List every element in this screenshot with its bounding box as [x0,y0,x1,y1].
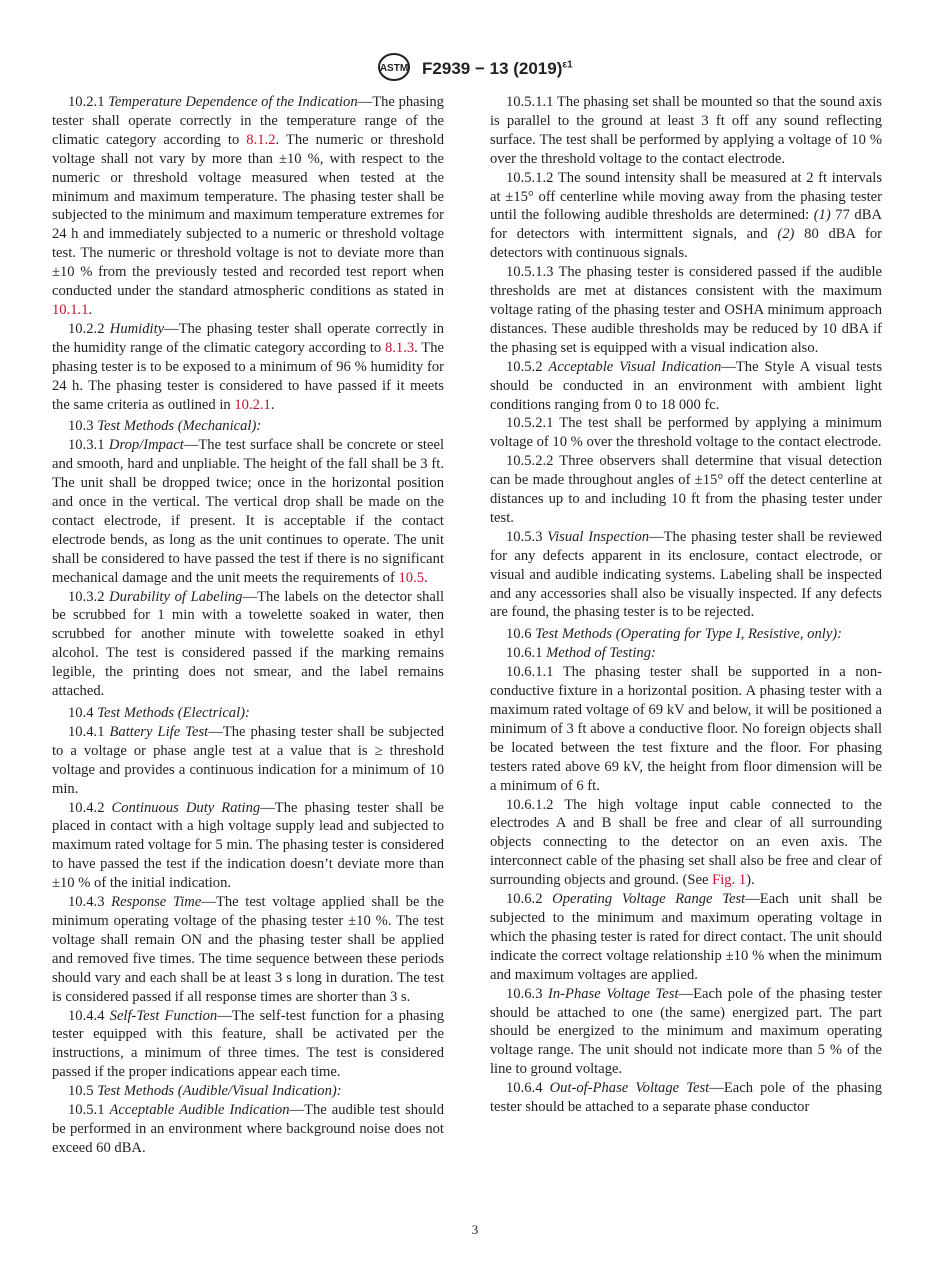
heading-10-4: 10.4 Test Methods (Electrical): [68,705,250,721]
para-10-5-1-1: 10.5.1.1 The phasing set shall be mounted so that the sound axis is parallel to the ground at least 3 ft off any sound reflecting surface. The test shall be performed by applying a voltage of 10 % over the threshold voltage to the contact electrode. [490,94,882,167]
para-10-5-1-2: 10.5.1.2 The sound intensity shall be measured at 2 ft intervals at ±15° off centerline while moving away from the phasing tester until the following audible thresholds are determined: (1) 77 dBA for detectors with intermittent signals, and (2) 80 dBA for detectors with continuous signals. [490,169,883,262]
heading-10-3: 10.3 Test Methods (Mechanical): [68,418,262,435]
para-10-2-2: 10.2.2 Humidity—The phasing tester shall operate correctly in the humidity range of the climatic category according to 8.1.3. The phasing tester is to be exposed to a minimum of 96 % humidity for 24 h. The phasing tester is considered to have passed if it meets the same criteria as outlined in 10.2.1. [52,320,444,413]
ref-link[interactable]: 8.1.3 [384,339,415,356]
page-header [0,52,950,87]
right-column [490,93,882,1117]
para-10-6-1-2: 10.6.1.2 The high voltage input cable connected to the electrodes A and B shall be free and clear of all surrounding objects connecting to the detector on an even axis. The interconnect cable of the phasing set shall also be free and clear of surrounding objects and ground. (See Fig. 1). [490,796,882,889]
heading-10-6-1: 10.6.1 Method of Testing: [506,645,656,662]
heading-10-5: 10.5 Test Methods (Audible/Visual Indication): [68,1083,342,1100]
ref-link[interactable]: 8.1.2 [246,131,276,148]
para-10-6-4: 10.6.4 Out-of-Phase Voltage Test—Each pole of the phasing tester should be attached to a separate phase conductor [490,1080,882,1116]
para-10-6-2: 10.6.2 Operating Voltage Range Test—Each unit shall be subjected to the minimum and maximum operating voltage in which the phasing tester is rated for direct contact. The unit should indicate the correct voltage relationship ±10 % when the minimum and maximum voltages are applied. [490,891,883,983]
para-10-4-3: 10.4.3 Response Time—The test voltage applied shall be the minimum operating voltage of the phasing tester ±10 %. The test voltage shall remain ON and the phasing tester shall be applied and removed five times. The time sequence between these periods should vary and each shall be at least 3 s long in duration. The test is considered passed if all response times are shorter than 3 s. [52,894,444,1005]
designation-superscript: ε1 [562,59,573,71]
designation: F2939 − 13 (2019) [422,58,563,78]
para-10-5-1: 10.5.1 Acceptable Audible Indication—The audible test should be performed in an environment where background noise does not exceed 60 dBA. [52,1102,444,1156]
heading-10-6: 10.6 Test Methods (Operating for Type I, Resistive, only): [506,626,843,643]
para-10-5-3: 10.5.3 Visual Inspection—The phasing tester shall be reviewed for any defects apparent in its enclosure, contact electrode, or visual and audible indicating systems. Labeling shall be inspected and any accessories shall also be visually inspected. If any defects are found, the phasing tester is to be rejected. [490,528,883,621]
para-10-5-2: 10.5.2 Acceptable Visual Indication—The Style A visual tests should be conducted in an environment with ambient light conditions ranging from 0 to 18 000 fc. [490,358,883,413]
ref-link[interactable]: 10.5 [398,569,425,586]
page-number: 3 [471,1222,479,1237]
ref-link[interactable]: 10.1.1 [52,301,89,318]
para-10-5-2-1: 10.5.2.1 The test shall be performed by applying a minimum voltage of 10 % over the threshold voltage to the contact electrode. [490,415,883,451]
para-10-5-2-2: 10.5.2.2 Three observers shall determine that visual detection can be made throughout angles of ±15° off the detect centerline at distances up to and including 10 ft from the phasing tester under test. [490,453,882,526]
ref-link[interactable]: Fig. 1 [712,872,747,889]
para-10-6-3: 10.6.3 In-Phase Voltage Test—Each pole of the phasing tester should be attached to one (the same) energized part. The part should be energized to the minimum and maximum operating voltage range. The unit should not indicate more than 5 % of the line to ground voltage. [490,985,882,1078]
para-10-4-2: 10.4.2 Continuous Duty Rating—The phasing tester shall be placed in contact with a high voltage supply lead and subjected to maximum rated voltage for 5 min. The phasing tester is considered to have passed the test if the indication doesn’t deviate more than ±10 % of the initial indication. [52,799,444,892]
logo-text: ASTM [380,63,409,74]
para-10-3-1: 10.3.1 Drop/Impact—The test surface shall be concrete or steel and smooth, hard and unpliable. The height of the fall shall be 3 ft. The unit shall be dropped twice; once in the horizontal position and once in the vertical. The vertical drop shall be made on the contact electrode, if present. It is acceptable if the contact electrode bends, as long as the unit continues to operate. The unit shall be considered to have passed the test if there is no significant mechanical damage and the unit meets the requirements of 10.5. [52,437,444,586]
para-10-4-1: 10.4.1 Battery Life Test—The phasing tester shall be subjected to a voltage or phase angle test at a value that is ≥ threshold voltage and provides a continuous indication for a minimum of 10 min. [52,723,444,797]
left-column [52,93,444,1158]
para-10-6-1-1: 10.6.1.1 The phasing tester shall be supported in a non-conductive fixture in a horizontal position. A phasing tester with a maximum rated voltage of 69 kV and below, it will be positioned a minimum of 3 ft above a conductive floor. No foreign objects shall be located between the test fixture and the floor. For phasing testers rated above 69 kV, the height from floor dimension will be a minimum of 6 ft. [490,664,882,794]
para-10-2-1: 10.2.1 Temperature Dependence of the Indication—The phasing tester shall operate correctly in the temperature range of the climatic category according to 8.1.2. The numeric or threshold voltage shall not vary by more than ±10 %, with respect to the numeric or threshold voltage measured when tested at the minimum and maximum temperature. The phasing tester shall be subjected to the minimum and maximum temperature extremes for 24 h and immediately subjected to a numeric or threshold voltage test. The numeric or threshold voltage is not to deviate more than ±10 % from the previously tested and recorded test report when conducted under the standard atmospheric conditions as stated in 10.1.1. [52,94,444,318]
para-10-5-1-3: 10.5.1.3 The phasing tester is considered passed if the audible thresholds are met at distances consistent with the maximum voltage rating of the phasing tester and OSHA minimum approach distances. These audible thresholds may be reduced by 10 dBA if the phasing set is equipped with a visual indication also. [490,264,882,356]
ref-link[interactable]: 10.2.1 [234,396,271,413]
astm-logo-icon [377,52,411,87]
para-10-3-2: 10.3.2 Durability of Labeling—The labels on the detector shall be scrubbed for 1 min with a towelette soaked in water, then scrubbed for another minute with towelette soaked in ethyl alcohol. The test is considered passed if the marking remains legible, the printing does not smear, and the label remains attached. [52,588,445,700]
para-10-4-4: 10.4.4 Self-Test Function—The self-test function for a phasing tester equipped with this feature, shall be activated per the instructions, a minimum of three times. The test is considered passed if the proper indications appear each time. [52,1007,444,1081]
